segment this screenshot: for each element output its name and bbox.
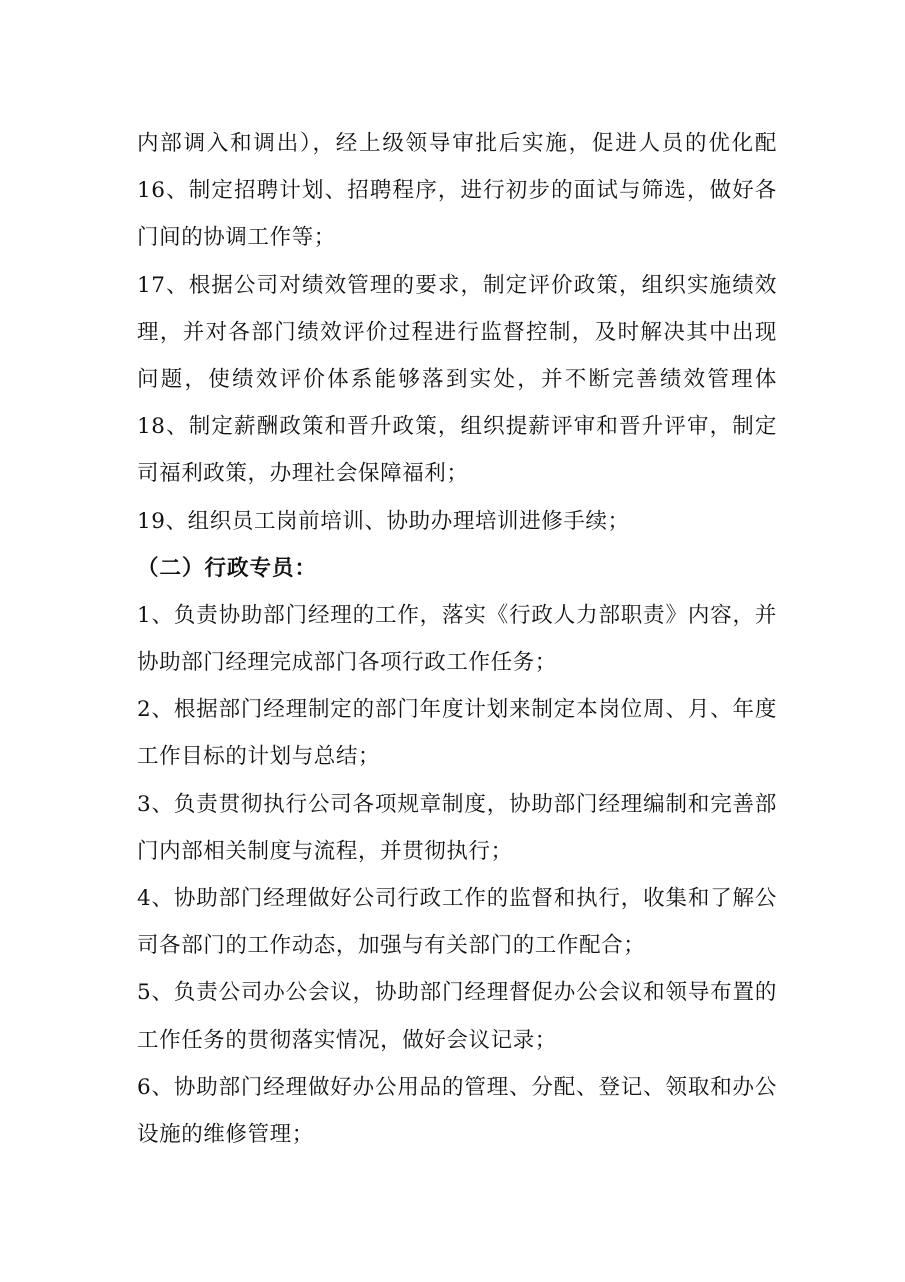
text-line: 2、根据部门经理制定的部门年度计划来制定本岗位周、月、年度	[137, 697, 777, 723]
text-line: 工作任务的贯彻落实情况，做好会议记录；	[137, 1027, 557, 1053]
section-heading: （二）行政专员：	[137, 555, 318, 581]
text-line: 内部调入和调出），经上级领导审批后实施，促进人员的优化配	[137, 131, 777, 156]
text-line: 16、制定招聘计划、招聘程序，进行初步的面试与筛选，做好各	[137, 178, 777, 204]
text-line: 协助部门经理完成部门各项行政工作任务；	[137, 650, 557, 676]
text-line: 19、组织员工岗前培训、协助办理培训进修手续；	[137, 508, 630, 534]
text-line: 1、负责协助部门经理的工作，落实《行政人力部职责》内容，并	[137, 602, 777, 628]
text-line: 工作目标的计划与总结；	[137, 744, 381, 770]
text-line: 设施的维修管理；	[137, 1121, 314, 1147]
text-line: 18、制定薪酬政策和晋升政策，组织提薪评审和晋升评审，制定	[137, 414, 777, 440]
text-line: 6、协助部门经理做好办公用品的管理、分配、登记、领取和办公	[137, 1074, 777, 1100]
text-line: 5、负责公司办公会议，协助部门经理督促办公会议和领导布置的	[137, 980, 777, 1006]
text-line: 理，并对各部门绩效评价过程进行监督控制，及时解决其中出现	[137, 319, 777, 345]
text-line: 司各部门的工作动态，加强与有关部门的工作配合；	[137, 933, 646, 959]
text-line: 司福利政策，办理社会保障福利；	[137, 461, 469, 487]
document-body	[137, 120, 777, 1158]
text-line: 门内部相关制度与流程，并贯彻执行；	[137, 838, 513, 864]
text-line: 3、负责贯彻执行公司各项规章制度，协助部门经理编制和完善部	[137, 791, 777, 817]
text-line: 门间的协调工作等；	[137, 225, 336, 251]
text-line: 17、根据公司对绩效管理的要求，制定评价政策，组织实施绩效	[137, 272, 777, 298]
text-line: 问题，使绩效评价体系能够落到实处，并不断完善绩效管理体	[137, 366, 777, 392]
text-line: 4、协助部门经理做好公司行政工作的监督和执行，收集和了解公	[137, 886, 777, 911]
